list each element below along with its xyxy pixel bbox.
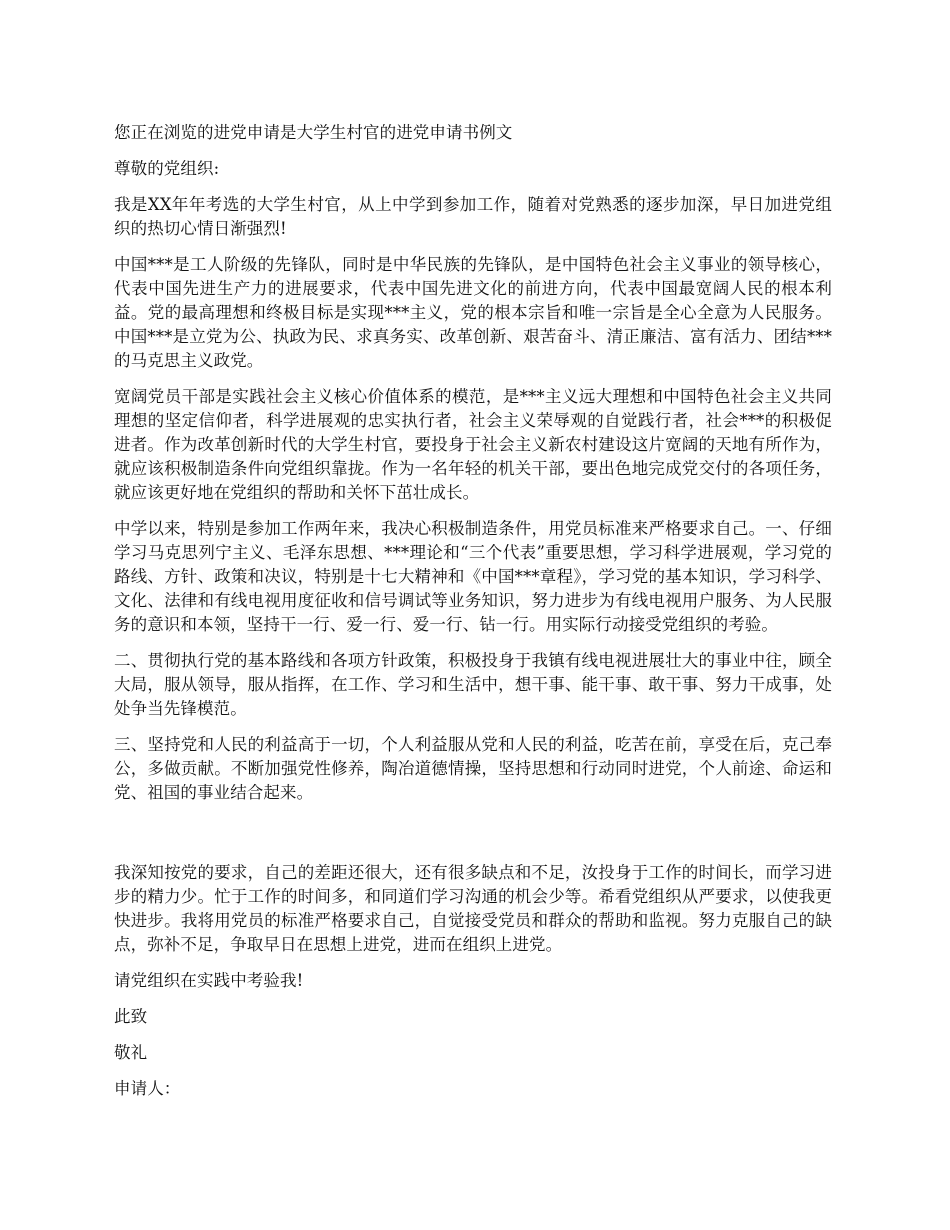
closing-cizhi: 此致 bbox=[114, 1007, 148, 1026]
closing-request: 请党组织在实践中考验我! bbox=[114, 971, 304, 990]
paragraph-point-three: 三、坚持党和人民的利益高于一切，个人利益服从党和人民的利益，吃苦在前，享受在后，克己奉公，多做贡献。不断加强党性修养，陶冶道德情操，坚持思想和行动同时进党，个人前途、命运和党、祖国的事业结合起来。 bbox=[114, 735, 832, 802]
paragraph-self-assessment: 我深知按党的要求，自己的差距还很大，还有很多缺点和不足，汝投身于工作的时间长，而学习进步的精力少。忙于工作的时间多，和同道们学习沟通的机会少等。希看党组织从严要求，以使我更快进步。我将用党员的标准严格要求自己，自觉接受党员和群众的帮助和监视。努力克服自己的缺点，弥补不足，争取早日在思想上进党，进而在组织上进党。 bbox=[114, 863, 832, 954]
title-line: 您正在浏览的进党申请是大学生村官的进党申请书例文 bbox=[114, 123, 513, 142]
paragraph-intro: 我是XX年年考选的大学生村官，从上中学到参加工作，随着对党熟悉的逐步加深，早日加进党组织的热切心情日渐强烈! bbox=[114, 195, 832, 238]
paragraph-point-two: 二、贯彻执行党的基本路线和各项方针政策，积极投身于我镇有线电视进展壮大的事业中往，顾全大局，服从领导，服从指挥，在工作、学习和生活中，想干事、能干事、敢干事、努力干成事，处处争当先锋模范。 bbox=[114, 651, 832, 718]
paragraph-party-nature: 中国***是工人阶级的先锋队，同时是中华民族的先锋队，是中国特色社会主义事业的领导核心，代表中国先进生产力的进展要求，代表中国先进文化的前进方向，代表中国最宽阔人民的根本利益。党的最高理想和终极目标是实现***主义，党的根本宗旨和唯一宗旨是全心全意为人民服务。中国***是立党为公、执政为民、求真务实、改革创新、艰苦奋斗、清正廉洁、富有活力、团结***的马克思主义政党。 bbox=[114, 255, 832, 370]
closing-jingli: 敬礼 bbox=[114, 1043, 148, 1062]
applicant-label: 申请人： bbox=[114, 1079, 181, 1098]
paragraph-cadre-model: 宽阔党员干部是实践社会主义核心价值体系的模范，是***主义远大理想和中国特色社会主义共同理想的坚定信仰者，科学进展观的忠实执行者，社会主义荣辱观的自觉践行者，社会***的积极促进者。作为改革创新时代的大学生村官，要投身于社会主义新农村建设这片宽阔的天地有所作为，就应该积极制造条件向党组织靠拢。作为一名年轻的机关干部，要出色地完成党交付的各项任务，就应该更好地在党组织的帮助和关怀下茁壮成长。 bbox=[114, 387, 832, 502]
paragraph-point-one: 中学以来，特别是参加工作两年来，我决心积极制造条件，用党员标准来严格要求自己。一、仔细学习马克思列宁主义、毛泽东思想、***理论和“三个代表”重要思想，学习科学进展观，学习党的路线、方针、政策和决议，特别是十七大精神和《中国***章程》，学习党的基本知识，学习科学、文化、法律和有线电视用度征收和信号调试等业务知识，努力进步为有线电视用户服务、为人民服务的意识和本领，坚持干一行、爱一行、爱一行、钻一行。用实际行动接受党组织的考验。 bbox=[114, 519, 832, 634]
letter-document bbox=[114, 121, 832, 1113]
salutation: 尊敬的党组织: bbox=[114, 159, 220, 178]
blank-gap bbox=[114, 817, 832, 861]
